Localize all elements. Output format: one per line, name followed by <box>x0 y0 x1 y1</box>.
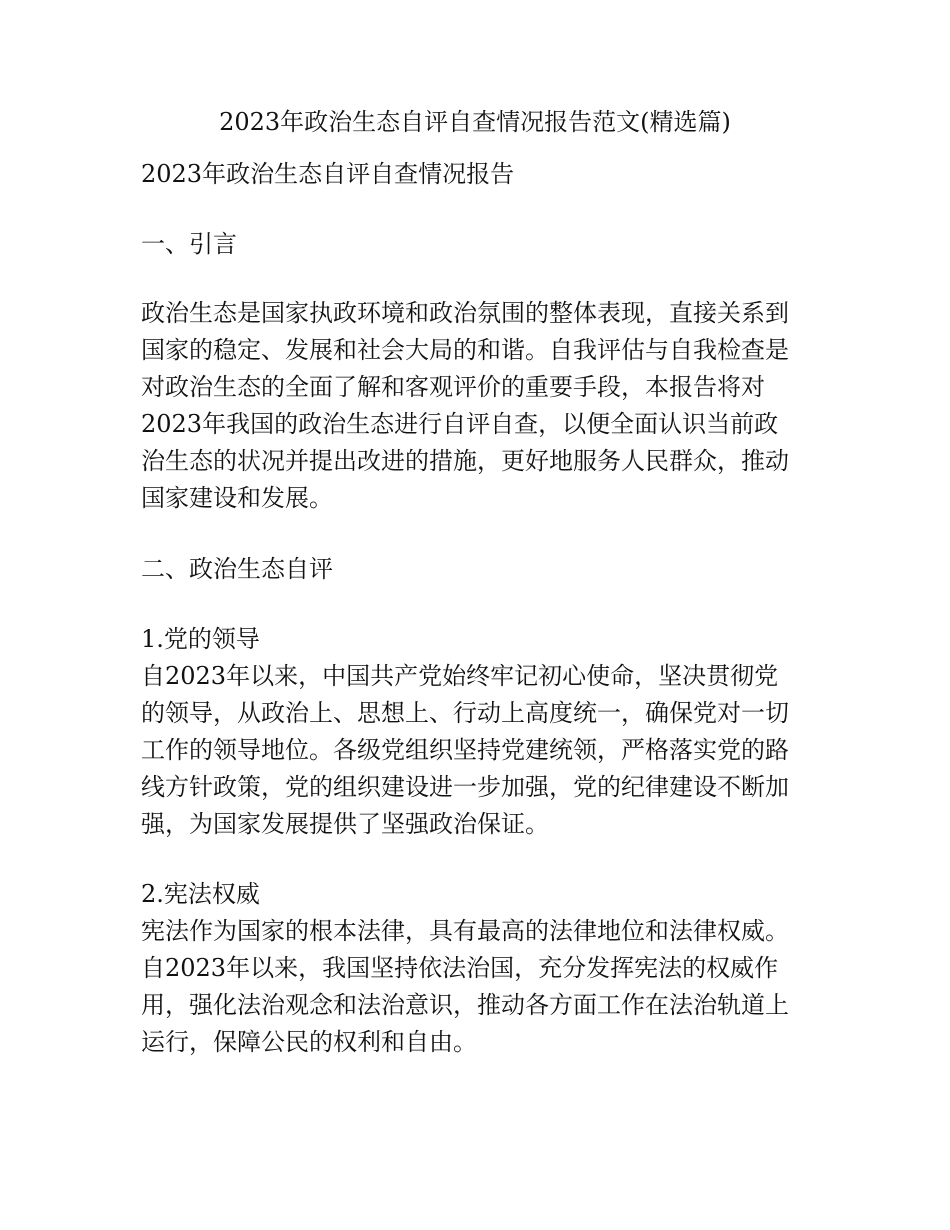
paragraph-line: 2023年我国的政治生态进行自评自查，以便全面认识当前政 <box>141 410 779 438</box>
party-leadership-paragraph <box>141 660 821 845</box>
paragraph-line: 宪法作为国家的根本法律，具有最高的法律地位和法律权威。 <box>141 917 789 945</box>
constitution-authority-paragraph <box>141 915 821 1063</box>
paragraph-line: 自2023年以来，中国共产党始终牢记初心使命，坚决贯彻党 <box>141 662 779 690</box>
paragraph-line: 政治生态是国家执政环境和政治氛围的整体表现，直接关系到 <box>141 299 789 327</box>
subsection-heading-constitution-authority: 2.宪法权威 <box>141 880 260 908</box>
paragraph-line: 国家的稳定、发展和社会大局的和谐。自我评估与自我检查是 <box>141 336 789 364</box>
introduction-paragraph <box>141 297 821 519</box>
report-subtitle: 2023年政治生态自评自查情况报告 <box>141 160 515 188</box>
paragraph-line: 治生态的状况并提出改进的措施，更好地服务人民群众，推动 <box>141 447 789 475</box>
paragraph-line: 工作的领导地位。各级党组织坚持党建统领，严格落实党的路 <box>141 736 789 764</box>
paragraph-line: 用，强化法治观念和法治意识，推动各方面工作在法治轨道上 <box>141 991 789 1019</box>
paragraph-line: 线方针政策，党的组织建设进一步加强，党的纪律建设不断加 <box>141 773 789 801</box>
paragraph-line: 的领导，从政治上、思想上、行动上高度统一，确保党对一切 <box>141 699 789 727</box>
paragraph-line: 对政治生态的全面了解和客观评价的重要手段，本报告将对 <box>141 373 765 401</box>
paragraph-line: 运行，保障公民的权利和自由。 <box>141 1028 477 1056</box>
subsection-heading-party-leadership: 1.党的领导 <box>141 625 260 653</box>
section-heading-self-evaluation: 二、政治生态自评 <box>141 555 333 583</box>
paragraph-line: 国家建设和发展。 <box>141 484 333 512</box>
paragraph-line: 自2023年以来，我国坚持依法治国，充分发挥宪法的权威作 <box>141 954 779 982</box>
document-title: 2023年政治生态自评自查情况报告范文(精选篇) <box>219 108 731 136</box>
section-heading-introduction: 一、引言 <box>141 230 237 258</box>
paragraph-line: 强，为国家发展提供了坚强政治保证。 <box>141 810 549 838</box>
